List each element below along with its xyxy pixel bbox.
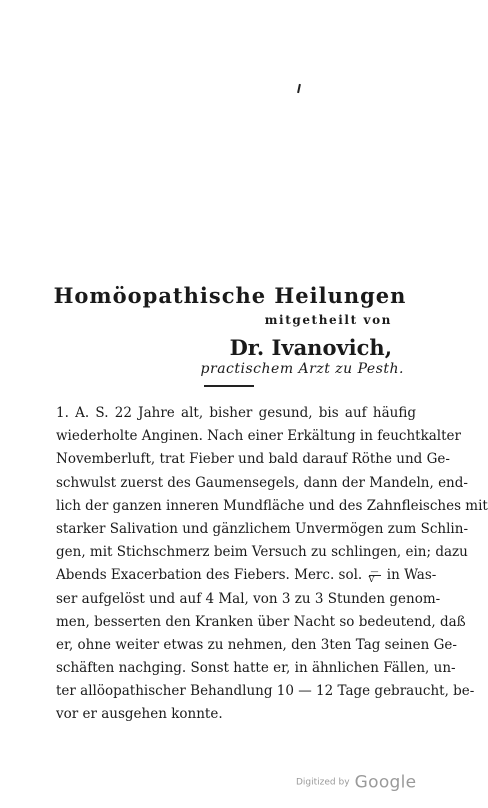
google-logo: Google xyxy=(354,772,417,793)
communicated-by-line: mitgetheilt von xyxy=(264,313,392,327)
text-segment: Abends Exacerbation des Fiebers. Merc. sol. xyxy=(56,567,363,584)
text-segment: in Was- xyxy=(386,567,437,584)
text-line: wiederholte Anginen. Nach einer Erkältung in feuchtkalter xyxy=(56,428,461,445)
digitized-by-watermark xyxy=(296,772,416,793)
page-title: Homöopathische Heilungen xyxy=(53,283,407,308)
text-line: er, ohne weiter etwas zu nehmen, den 3ten Tag seinen Ge- xyxy=(56,636,457,653)
body-paragraph xyxy=(56,402,488,727)
text-line: schwulst zuerst des Gaumensegels, dann der Mandeln, end- xyxy=(56,474,468,491)
text-line: starker Salivation und gänzlichem Unvermögen zum Schlin- xyxy=(56,520,469,537)
stray-mark xyxy=(297,84,301,93)
text-line: vor er ausgehen konnte. xyxy=(56,706,223,723)
author-affiliation: practischem Arzt zu Pesth. xyxy=(200,361,404,377)
fraction-numerator: — xyxy=(370,567,379,577)
text-line: schäften nachging. Sonst hatte er, in ähnlichen Fällen, un- xyxy=(56,660,456,677)
digitized-label: Digitized by xyxy=(296,777,350,788)
text-line: lich der ganzen inneren Mundfläche und des Zahnfleisches mit xyxy=(56,497,488,514)
separator-rule xyxy=(204,385,254,387)
text-line: ser aufgelöst und auf 4 Mal, von 3 zu 3 Stunden genom- xyxy=(56,590,441,607)
text-line: Novemberluft, trat Fieber und bald darauf Röthe und Ge- xyxy=(56,451,450,468)
text-line: ter allöopathischer Behandlung 10 — 12 Tage gebraucht, be- xyxy=(56,683,475,700)
text-line: 1. A. S. 22 Jahre alt, bisher gesund, bis auf häufig xyxy=(56,405,416,421)
fraction-denominator: V xyxy=(368,575,375,585)
text-line: men, besserten den Kranken über Nacht so bedeutend, daß xyxy=(56,613,466,630)
text-line: gen, mit Stichschmerz beim Versuch zu schlingen, ein; dazu xyxy=(56,544,468,561)
author-name: Dr. Ivanovich, xyxy=(229,335,392,360)
text-line-with-fraction xyxy=(56,564,437,587)
dose-fraction xyxy=(369,568,381,583)
